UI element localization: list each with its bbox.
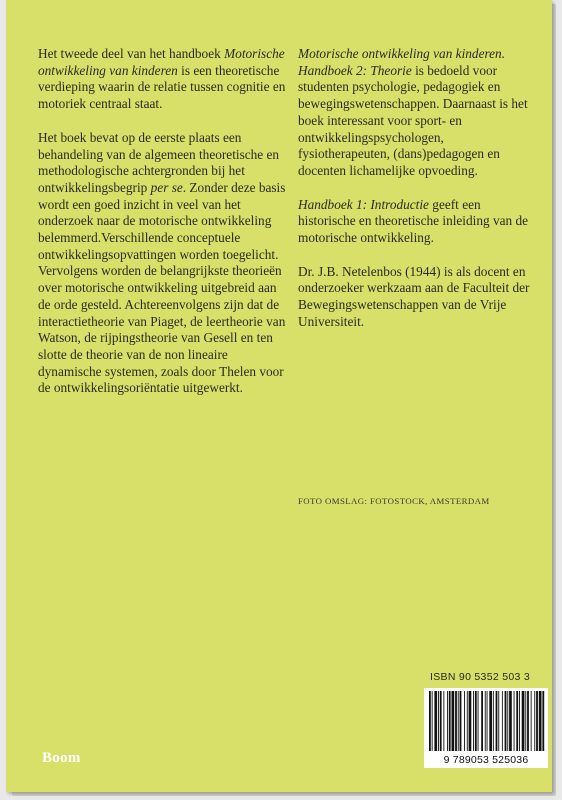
intro-text-start: Het tweede deel van het handboek (38, 46, 225, 61)
intro-text-end: is een theoretische verdieping waarin de relatie tussen cognitie en motoriek centraal staat. (38, 62, 286, 112)
left-column (38, 46, 286, 414)
author-paragraph: Dr. J.B. Netelenbos (1944) is als docent en onderzoeker werkzaam aan de Faculteit der Bewegingswetenschappen van de Vrije Universiteit. (298, 263, 530, 329)
barcode-bar (473, 691, 474, 751)
barcode-bar (469, 691, 472, 751)
photo-credit: FOTO OMSLAG: FOTOSTOCK, AMSTERDAM (298, 496, 490, 506)
barcode-bar (534, 691, 535, 751)
barcode-bar (460, 691, 462, 751)
publisher-logo: Boom (42, 750, 81, 766)
content-paragraph (38, 130, 286, 397)
barcode-bar (496, 691, 498, 751)
barcode-bar (440, 691, 442, 751)
barcode-bar (505, 691, 507, 751)
barcode-bar (514, 691, 515, 751)
barcode-bar (432, 691, 433, 751)
barcode (424, 688, 548, 768)
barcode-bar (542, 691, 544, 751)
barcode-bar (531, 691, 532, 751)
volume1-paragraph (298, 197, 534, 247)
barcode-bar (522, 691, 525, 751)
barcode-bar (464, 691, 465, 751)
barcode-bar (539, 691, 542, 751)
audience-text: is bedoeld voor studenten psychologie, pedagogiek en bewegingswetenschappen. Daarnaast is het boek interessant voor sport- en ontwikkelingspsychologen, fysiotherapeuten, (dans)pedagogen en docenten lichamelijke opvoeding. (298, 62, 528, 178)
barcode-bar (458, 691, 459, 751)
barcode-bars (427, 691, 545, 751)
content-text-start: Het boek bevat op de eerste plaats een behandeling van de algemeen theoretische en methodologische achtergronden bij het ontwikkelingsbegrip (38, 129, 280, 195)
barcode-bar (475, 691, 477, 751)
barcode-bar (443, 691, 444, 751)
barcode-bar (438, 691, 439, 751)
barcode-bar (507, 691, 508, 751)
barcode-bar (485, 691, 486, 751)
barcode-bar (509, 691, 512, 751)
barcode-bar (467, 691, 468, 751)
volume1-title: Handboek 1: Introductie (298, 196, 429, 212)
audience-book-title: Motorische ontwikkeling van kinderen. Handboek 2: Theorie (298, 46, 506, 78)
barcode-bar (502, 691, 503, 751)
intro-paragraph (38, 46, 286, 113)
intro-book-title: Motorische ontwikkeling van kinderen (38, 46, 285, 78)
barcode-bar (434, 691, 437, 751)
back-cover (6, 0, 552, 792)
barcode-bar (493, 691, 494, 751)
barcode-bar (519, 691, 520, 751)
barcode-bar (478, 691, 479, 751)
right-column (298, 46, 534, 348)
barcode-bar (498, 691, 499, 751)
barcode-bar (452, 691, 455, 751)
barcode-bar (527, 691, 529, 751)
barcode-bar (516, 691, 518, 751)
barcode-bar (525, 691, 526, 751)
barcode-bar (447, 691, 448, 751)
barcode-bar (487, 691, 488, 751)
barcode-bar (489, 691, 492, 751)
barcode-digits: 9 789053 525036 (443, 754, 529, 766)
barcode-bar (429, 691, 431, 751)
barcode-bar (481, 691, 483, 751)
content-italic-term: per se (150, 179, 183, 195)
barcode-bar (455, 691, 457, 751)
volume1-text: geeft een historische en theoretische inleiding van de motorische ontwikkeling. (298, 196, 529, 246)
content-text-end: . Zonder deze basis wordt een goed inzicht in veel van het onderzoek naar de motorische ontwikkeling belemmerd.Verschillende conceptuele ontwikkelingsopvattingen worden toegelicht. Vervolgens worden de belangrijkste theorieën over motorische ontwikkeling uitgebreid aan de orde gesteld. Achtereenvolgens zijn dat de interactietheorie van Piaget, de leertheorie van Watson, de rijpingstheorie van Gesell en ten slotte de theorie van de non lineaire dynamische systemen, zoals door Thelen voor de ontwikkelingsoriëntatie uitgewerkt. (38, 179, 286, 396)
barcode-bar (536, 691, 538, 751)
audience-paragraph (298, 46, 534, 180)
isbn-label: ISBN 90 5352 503 3 (430, 671, 530, 683)
barcode-bar (449, 691, 451, 751)
